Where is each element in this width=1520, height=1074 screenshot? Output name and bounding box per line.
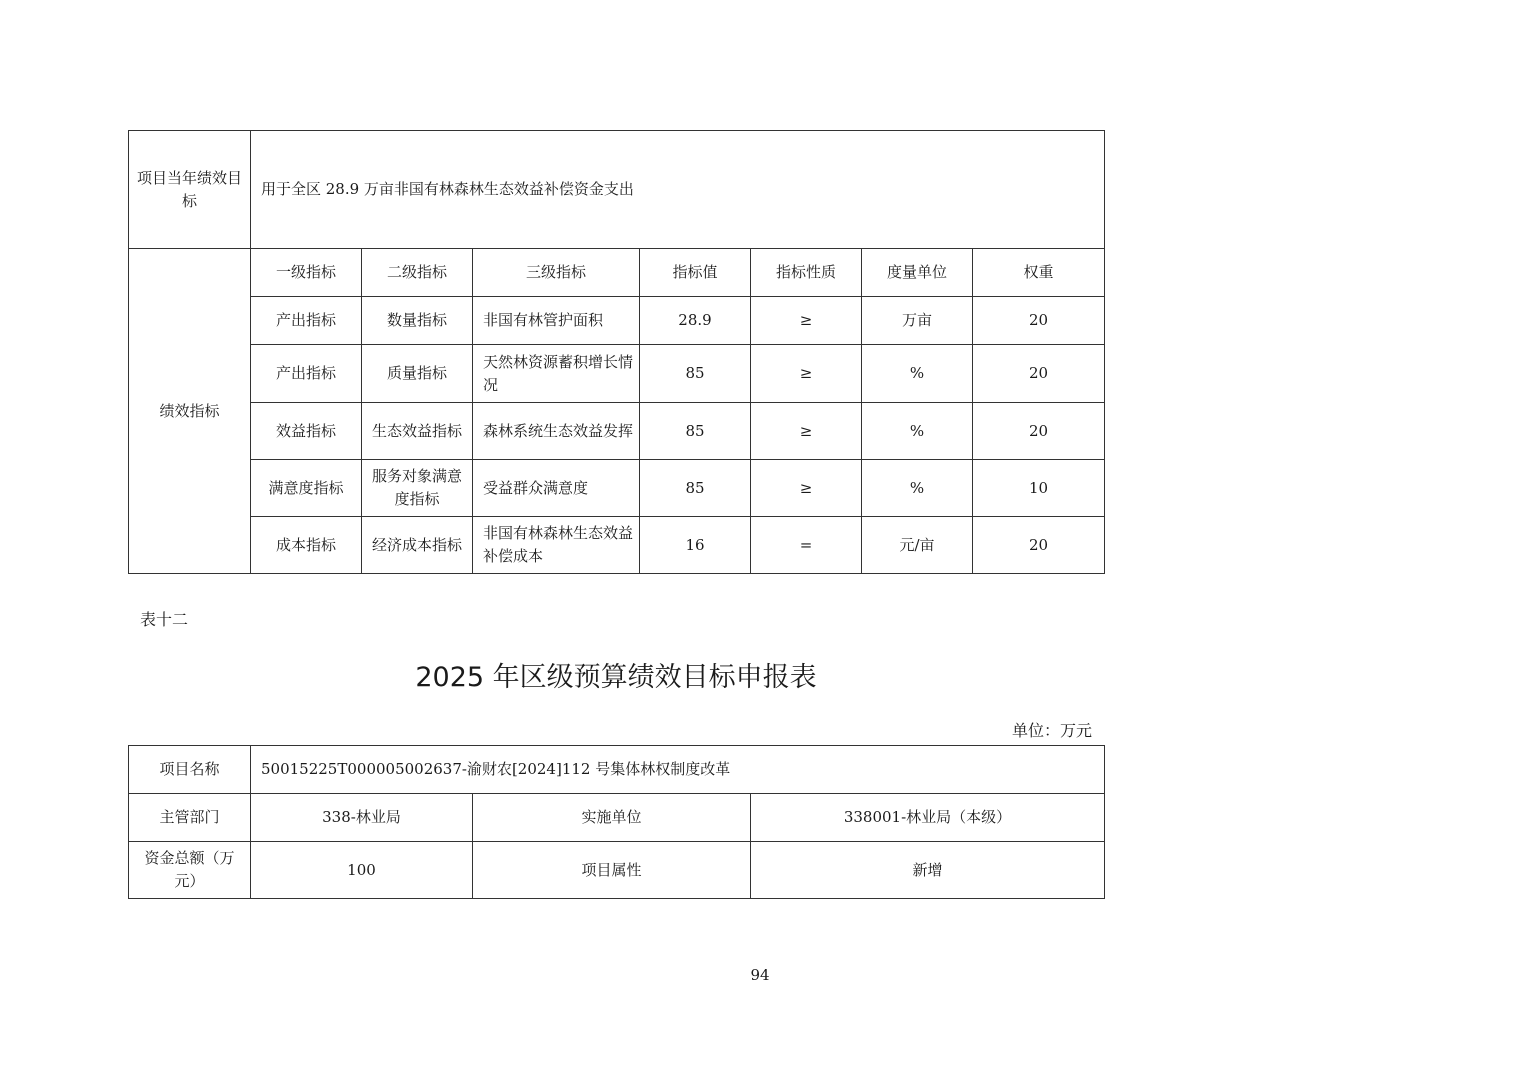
table-row bbox=[129, 517, 1105, 574]
cell: 20 bbox=[973, 345, 1105, 403]
cell: 服务对象满意度指标 bbox=[362, 460, 473, 517]
implementing-unit-label: 实施单位 bbox=[473, 794, 751, 842]
cell: 16 bbox=[640, 517, 751, 574]
cell: 森林系统生态效益发挥 bbox=[473, 403, 640, 460]
cell: 生态效益指标 bbox=[362, 403, 473, 460]
cell: 经济成本指标 bbox=[362, 517, 473, 574]
cell: 非国有林管护面积 bbox=[473, 297, 640, 345]
cell: 成本指标 bbox=[251, 517, 362, 574]
project-attribute-value: 新增 bbox=[751, 842, 1105, 899]
cell: % bbox=[862, 460, 973, 517]
cell: 20 bbox=[973, 403, 1105, 460]
cell: 数量指标 bbox=[362, 297, 473, 345]
table-row bbox=[129, 345, 1105, 403]
cell: % bbox=[862, 403, 973, 460]
indicator-label: 绩效指标 bbox=[129, 249, 251, 574]
cell: % bbox=[862, 345, 973, 403]
cell: 效益指标 bbox=[251, 403, 362, 460]
goal-label: 项目当年绩效目标 bbox=[129, 131, 251, 249]
cell: 质量指标 bbox=[362, 345, 473, 403]
cell: = bbox=[751, 517, 862, 574]
cell: 20 bbox=[973, 297, 1105, 345]
cell: 20 bbox=[973, 517, 1105, 574]
cell: 85 bbox=[640, 403, 751, 460]
cell: 85 bbox=[640, 345, 751, 403]
cell: 天然林资源蓄积增长情况 bbox=[473, 345, 640, 403]
fund-total-label: 资金总额（万元） bbox=[129, 842, 251, 899]
project-name-value: 50015225T000005002637-渝财农[2024]112 号集体林权制度改革 bbox=[251, 746, 1105, 794]
performance-indicator-table bbox=[128, 130, 1105, 574]
header-cell: 一级指标 bbox=[251, 249, 362, 297]
project-name-label: 项目名称 bbox=[129, 746, 251, 794]
cell: 85 bbox=[640, 460, 751, 517]
header-cell: 指标值 bbox=[640, 249, 751, 297]
cell: 非国有林森林生态效益补偿成本 bbox=[473, 517, 640, 574]
table-caption: 表十二 bbox=[140, 610, 189, 629]
cell: ≥ bbox=[751, 297, 862, 345]
unit-label: 单位：万元 bbox=[1012, 721, 1093, 740]
header-cell: 指标性质 bbox=[751, 249, 862, 297]
cell: ≥ bbox=[751, 345, 862, 403]
table-row bbox=[129, 403, 1105, 460]
cell: 受益群众满意度 bbox=[473, 460, 640, 517]
cell: ≥ bbox=[751, 403, 862, 460]
department-value: 338-林业局 bbox=[251, 794, 473, 842]
project-attribute-label: 项目属性 bbox=[473, 842, 751, 899]
project-info-table bbox=[128, 745, 1105, 899]
cell: 万亩 bbox=[862, 297, 973, 345]
cell: 产出指标 bbox=[251, 345, 362, 403]
cell: 满意度指标 bbox=[251, 460, 362, 517]
cell: ≥ bbox=[751, 460, 862, 517]
header-cell: 度量单位 bbox=[862, 249, 973, 297]
header-cell: 三级指标 bbox=[473, 249, 640, 297]
header-cell: 权重 bbox=[973, 249, 1105, 297]
cell: 28.9 bbox=[640, 297, 751, 345]
cell: 产出指标 bbox=[251, 297, 362, 345]
table-row bbox=[129, 297, 1105, 345]
cell: 10 bbox=[973, 460, 1105, 517]
page-title: 2025 年区级预算绩效目标申报表 bbox=[415, 662, 817, 693]
header-cell: 二级指标 bbox=[362, 249, 473, 297]
implementing-unit-value: 338001-林业局（本级） bbox=[751, 794, 1105, 842]
department-label: 主管部门 bbox=[129, 794, 251, 842]
table-row bbox=[129, 460, 1105, 517]
goal-text: 用于全区 28.9 万亩非国有林森林生态效益补偿资金支出 bbox=[251, 131, 1105, 249]
fund-total-value: 100 bbox=[251, 842, 473, 899]
page-number: 94 bbox=[750, 966, 770, 984]
cell: 元/亩 bbox=[862, 517, 973, 574]
